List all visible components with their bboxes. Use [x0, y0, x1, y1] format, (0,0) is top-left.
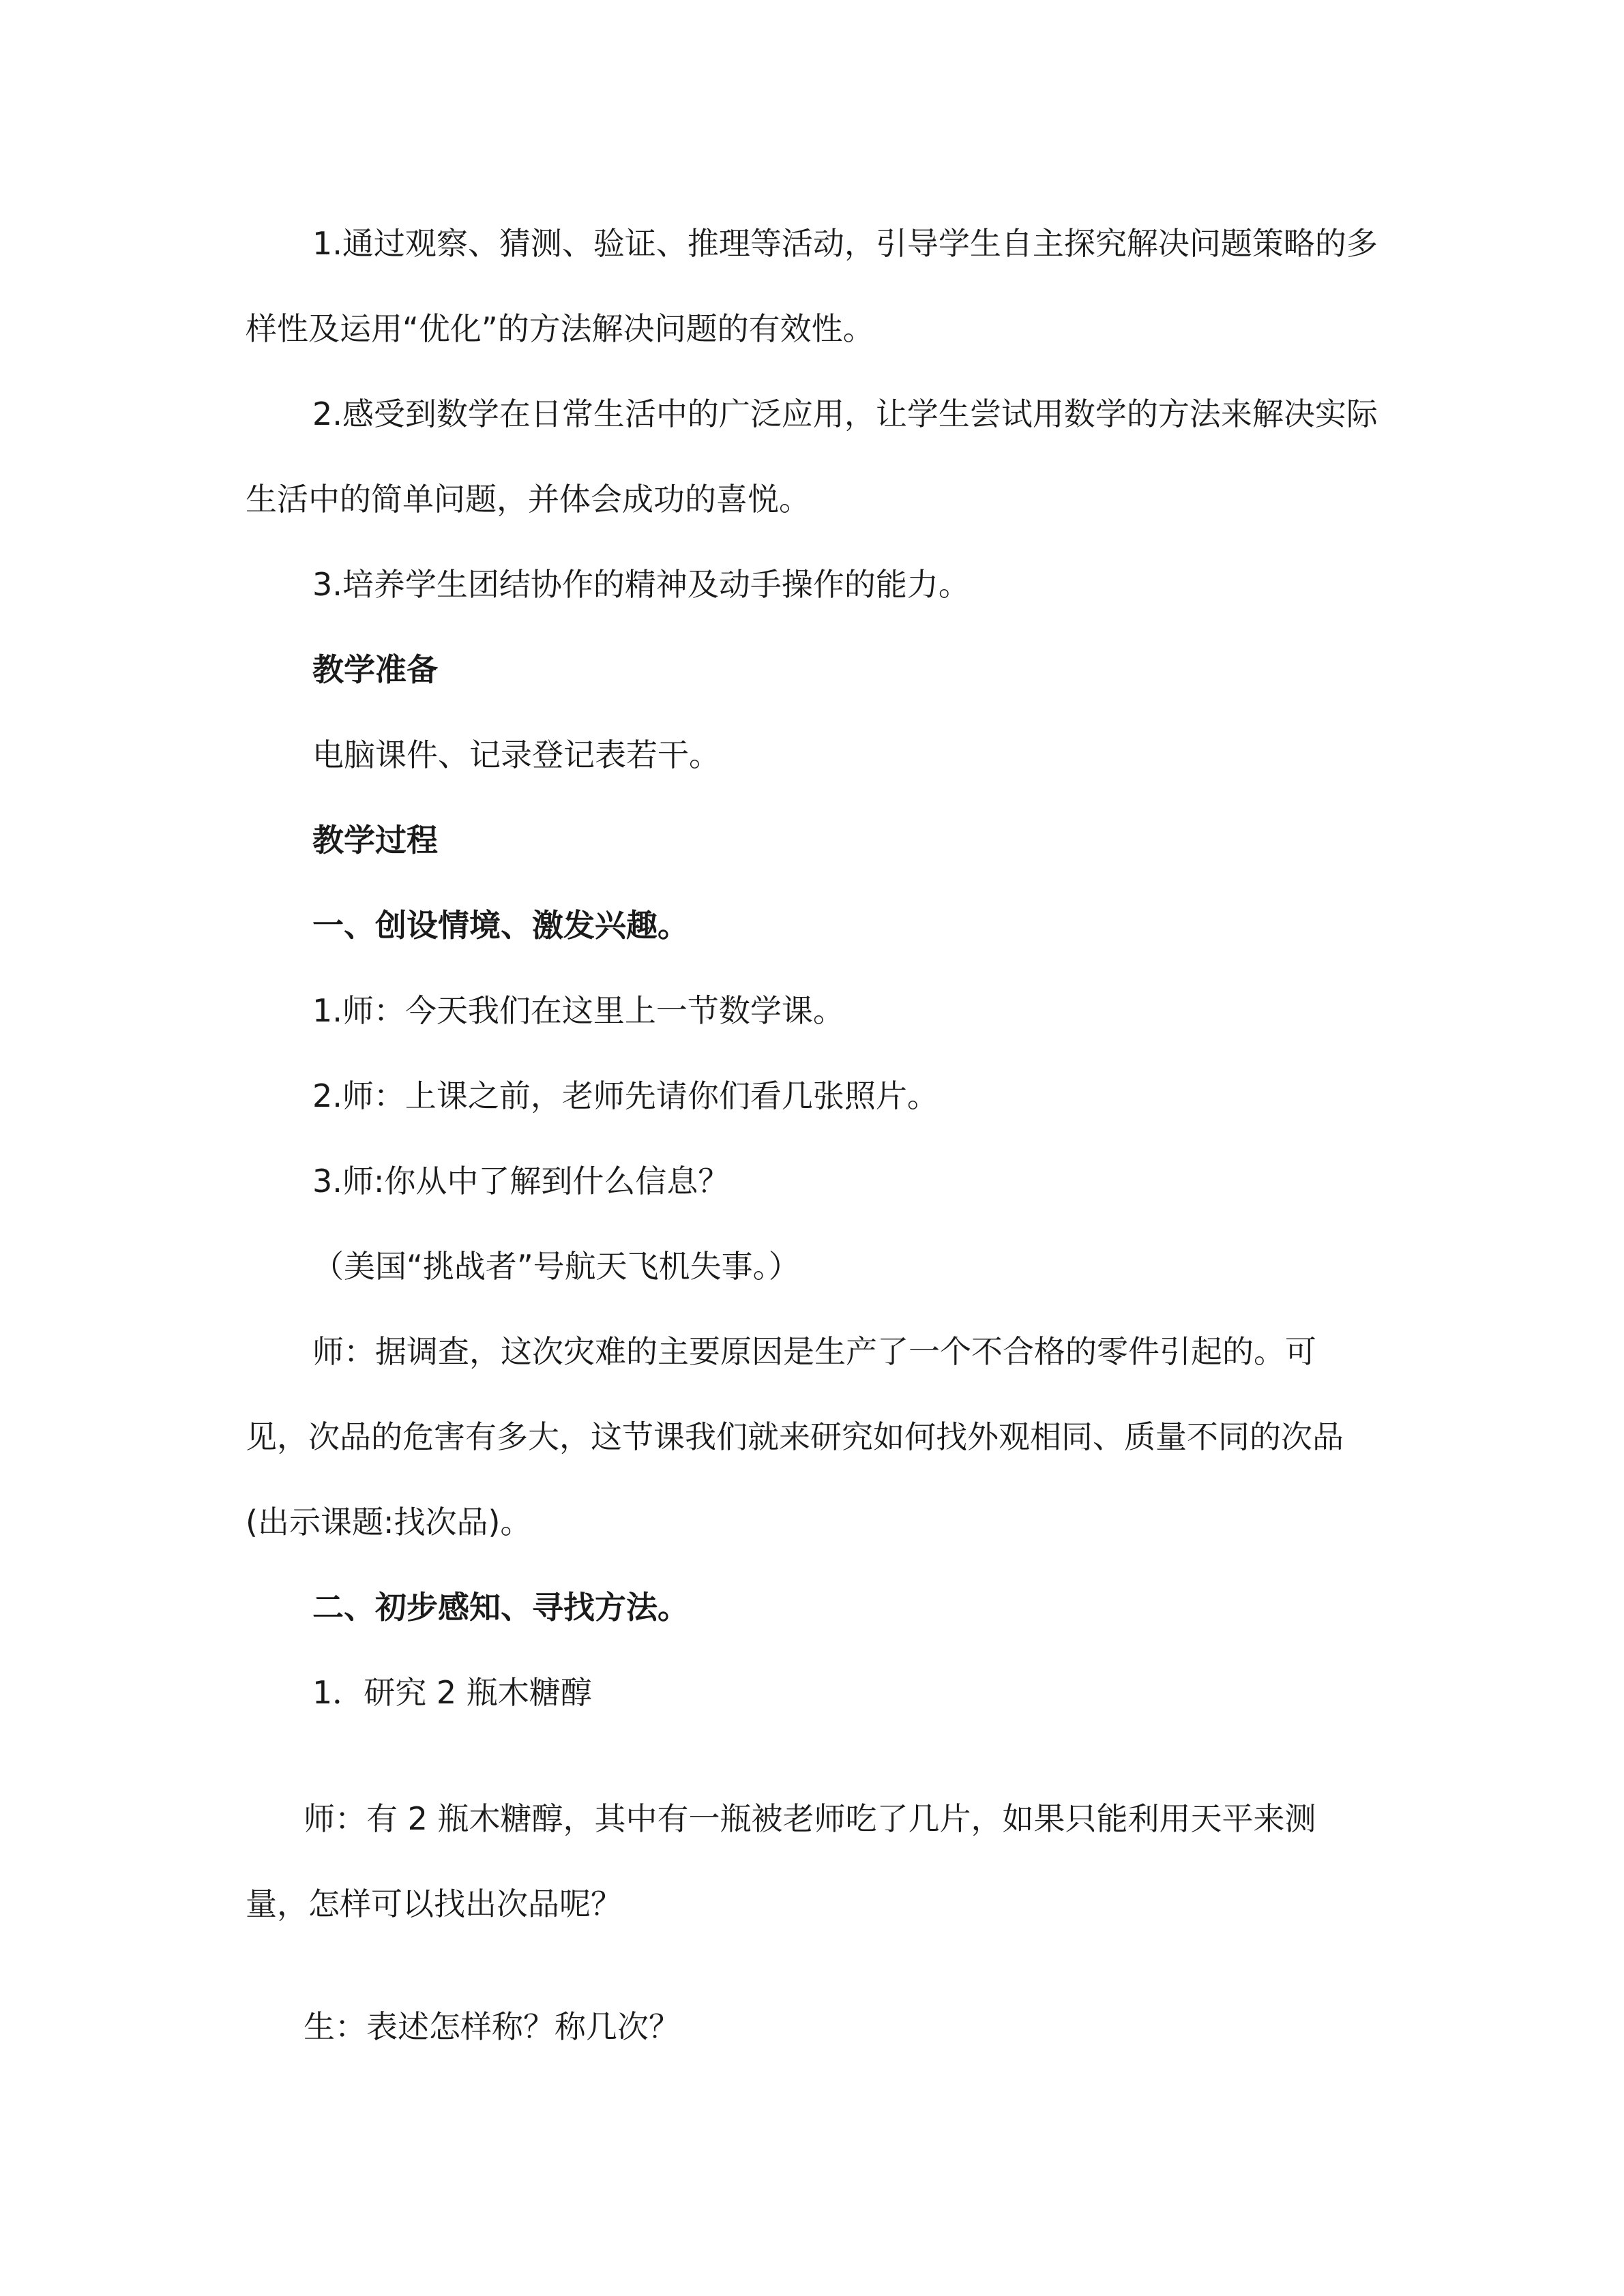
objective-2: 2.感受到数学在日常生活中的广泛应用，让学生尝试用数学的方法来解决实际生活中的简单问题，并体会成功的喜悦。	[246, 396, 1378, 518]
step-1-3: 3.师:你从中了解到什么信息？	[312, 1163, 730, 1199]
student-answer-challenger: （美国“挑战者”号航天飞机失事。）	[312, 1248, 800, 1285]
objective-1: 1.通过观察、猜测、验证、推理等活动，引导学生自主探究解决问题策略的多样性及运用“优化”的方法解决问题的有效性。	[246, 225, 1378, 347]
section-2-heading: 二、初步感知、寻找方法。	[312, 1589, 689, 1626]
step-1-1: 1.师：今天我们在这里上一节数学课。	[312, 992, 844, 1029]
teacher-question: 师：有 2 瓶木糖醇，其中有一瓶被老师吃了几片，如果只能利用天平来测量，怎样可以找出次品呢？	[246, 1800, 1316, 1922]
heading-teaching-process: 教学过程	[312, 822, 438, 859]
student-response: 生：表述怎样称？称几次？	[304, 2008, 680, 2045]
preparation-text: 电脑课件、记录登记表若干。	[312, 736, 720, 773]
step-1-2: 2.师：上课之前，老师先请你们看几张照片。	[312, 1077, 939, 1114]
objective-3: 3.培养学生团结协作的精神及动手操作的能力。	[312, 566, 970, 603]
teacher-explanation: 师：据调查，这次灾难的主要原因是生产了一个不合格的零件引起的。可见，次品的危害有多大，这节课我们就来研究如何找外观相同、质量不同的次品(出示课题:找次品)。	[246, 1333, 1344, 1540]
heading-teaching-preparation: 教学准备	[312, 651, 438, 688]
step-2-1: 1．研究 2 瓶木糖醇	[312, 1674, 592, 1711]
section-1-heading: 一、创设情境、激发兴趣。	[312, 907, 689, 944]
